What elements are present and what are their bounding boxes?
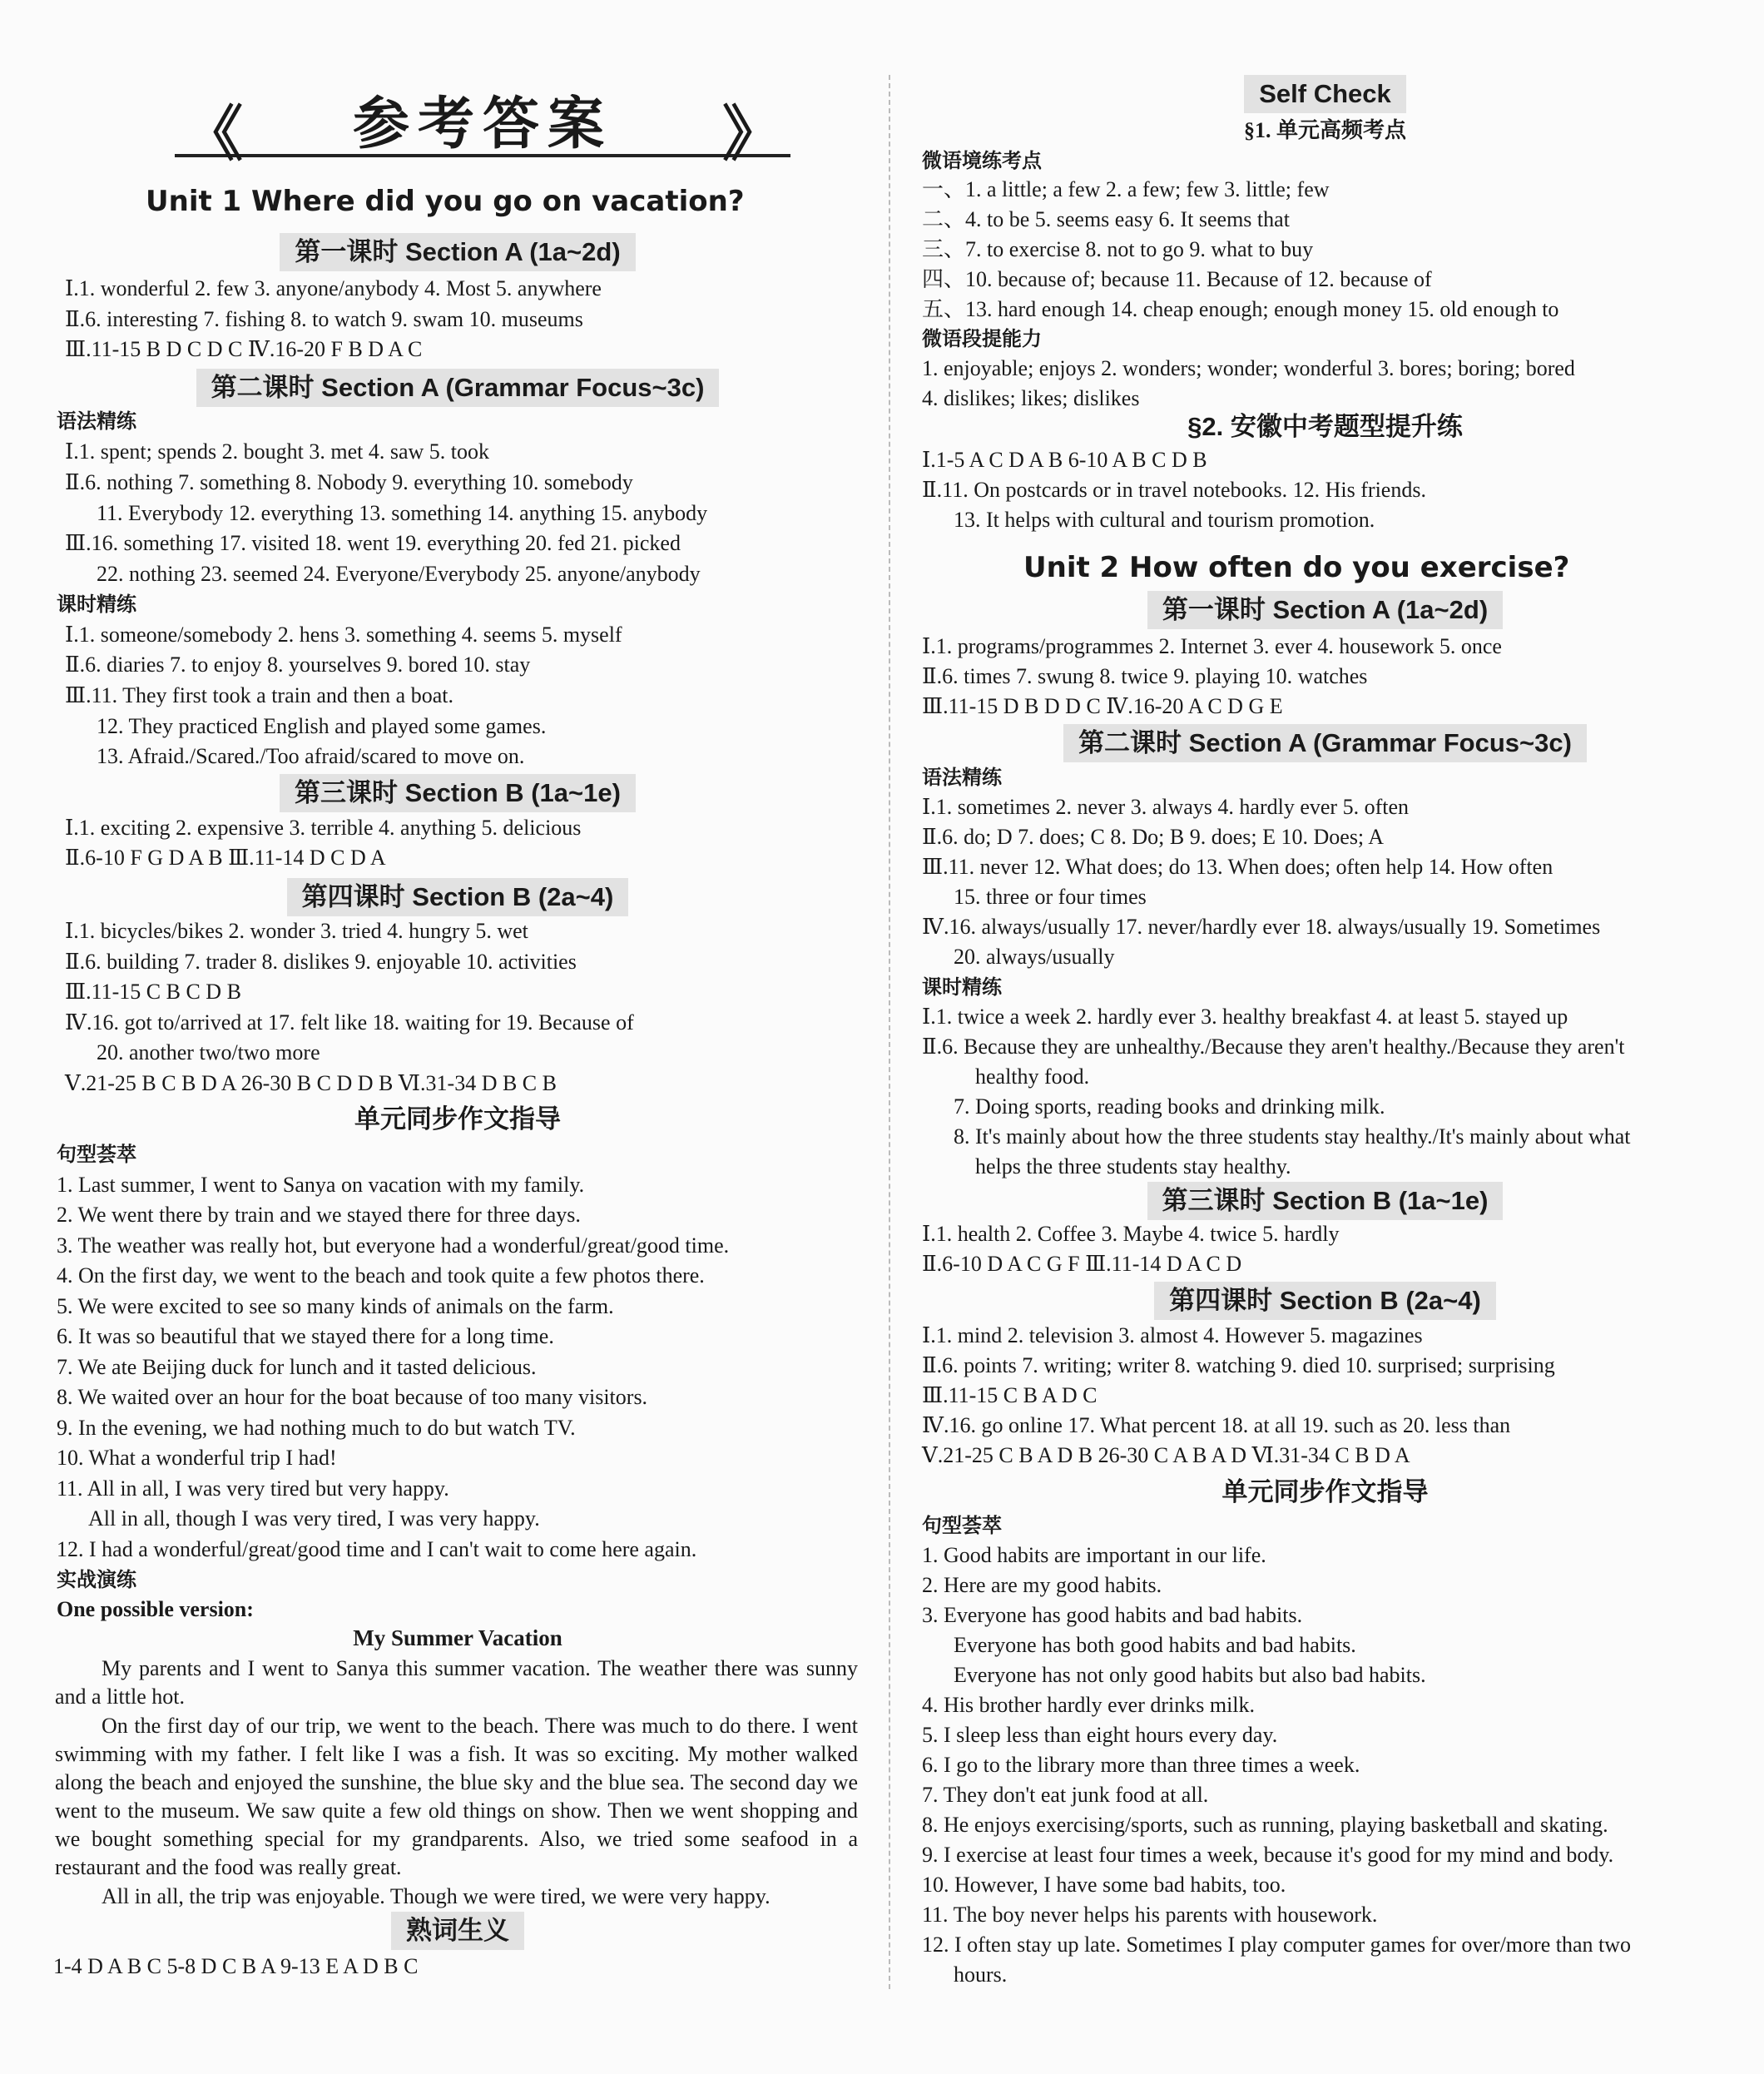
u2-sentence: hours. <box>954 1962 1008 1987</box>
u2-sentence: 7. They don't eat junk food at all. <box>922 1783 1209 1807</box>
u1-l2-line: Ⅲ.16. something 17. visited 18. went 19. everything 20. fed 21. picked <box>65 531 681 555</box>
u2-sentence: 9. I exercise at least four times a week, because it's good for my mind and body. <box>922 1843 1614 1867</box>
u1-l2-line: 12. They practiced English and played some games. <box>97 714 547 738</box>
u1-lesson4-heading: 第四课时 Section B (2a~4) <box>50 878 865 916</box>
u1-l4-line: 20. another two/two more <box>97 1040 320 1064</box>
page-title-text: 参考答案 <box>352 91 612 157</box>
u1-sentence: 11. All in all, I was very tired but very happy. <box>57 1476 449 1501</box>
u2-l2-line: 8. It's mainly about how the three students stay healthy./It's mainly about what <box>954 1124 1631 1149</box>
u1-vocab-line: 1-4 D A B C 5-8 D C B A 9-13 E A D B C <box>53 1954 419 1978</box>
u2-l4-line: Ⅳ.16. go online 17. What percent 18. at all 19. such as 20. less than <box>922 1413 1511 1437</box>
u2-sentence: 1. Good habits are important in our life. <box>922 1543 1266 1567</box>
u2-practice-subheading: 课时精练 <box>922 975 1002 999</box>
u2-sentence: 12. I often stay up late. Sometimes I play computer games for over/more than two <box>922 1933 1631 1957</box>
u2-l2-line: Ⅱ.6. do; D 7. does; C 8. Do; B 9. does; E 10. Does; A <box>922 825 1385 849</box>
s2-line: Ⅰ.1-5 A C D A B 6-10 A B C D B <box>922 448 1207 472</box>
u1-writing-heading: 单元同步作文指导 <box>354 1104 561 1134</box>
page-title <box>175 79 790 169</box>
s2-line: Ⅱ.11. On postcards or in travel notebooks. 12. His friends. <box>922 478 1426 502</box>
u1-sentence: All in all, though I was very tired, I was very happy. <box>88 1506 540 1531</box>
u2-lesson1-heading: 第一课时 Section A (1a~2d) <box>915 591 1735 629</box>
u2-l1-line: Ⅲ.11-15 D B D D C Ⅳ.16-20 A C D G E <box>922 694 1283 718</box>
u2-sentence: 6. I go to the library more than three times a week. <box>922 1753 1360 1777</box>
u2-l2-line: Ⅲ.11. never 12. What does; do 13. When does; often help 14. How often <box>922 855 1553 879</box>
u1-l4-line: Ⅱ.6. building 7. trader 8. dislikes 9. enjoyable 10. activities <box>65 950 577 974</box>
u2-l2-line: 15. three or four times <box>954 885 1147 909</box>
u1-l2-line: 11. Everybody 12. everything 13. something 14. anything 15. anybody <box>97 501 708 525</box>
s1-line: 4. dislikes; likes; dislikes <box>922 386 1140 410</box>
u1-l2-line: Ⅰ.1. spent; spends 2. bought 3. met 4. saw 5. took <box>65 439 490 464</box>
u1-sentence: 6. It was so beautiful that we stayed there for a long time. <box>57 1324 554 1348</box>
s1-line: 五、13. hard enough 14. cheap enough; enough money 15. old enough to <box>922 297 1559 321</box>
u1-essay-title: My Summer Vacation <box>353 1625 562 1650</box>
u1-l2-line: 13. Afraid./Scared./Too afraid/scared to move on. <box>97 744 525 768</box>
u1-sentence: 3. The weather was really hot, but everyone had a wonderful/great/good time. <box>57 1233 730 1258</box>
s1-sub2: 微语段提能力 <box>922 327 1042 350</box>
s2-line: 13. It helps with cultural and tourism promotion. <box>954 508 1375 532</box>
u1-sentence: 8. We waited over an hour for the boat because of too many visitors. <box>57 1385 648 1409</box>
u1-essay-paragraph: All in all, the trip was enjoyable. Though we were tired, we were very happy. <box>102 1884 771 1908</box>
u2-l1-line: Ⅱ.6. times 7. swung 8. twice 9. playing 10. watches <box>922 664 1368 688</box>
u1-practice-writing-subheading: 实战演练 <box>57 1568 136 1591</box>
u2-l2-line: Ⅰ.1. sometimes 2. never 3. always 4. hardly ever 5. often <box>922 795 1409 819</box>
s1-line: 一、1. a little; a few 2. a few; few 3. little; few <box>922 177 1330 201</box>
u2-sentence: Everyone has both good habits and bad habits. <box>954 1633 1356 1657</box>
u1-l3-line: Ⅱ.6-10 F G D A B Ⅲ.11-14 D C D A <box>65 846 386 870</box>
u2-l2-line: 7. Doing sports, reading books and drinking milk. <box>954 1094 1385 1119</box>
u1-l4-line: Ⅲ.11-15 C B C D B <box>65 980 241 1004</box>
u2-sentence: 11. The boy never helps his parents with housework. <box>922 1903 1378 1927</box>
u2-writing-heading: 单元同步作文指导 <box>1221 1477 1429 1506</box>
u2-l2-line: Ⅳ.16. always/usually 17. never/hardly ever 18. always/usually 19. Sometimes <box>922 915 1601 939</box>
s1-line: 四、10. because of; because 11. Because of 12. because of <box>922 267 1432 291</box>
s1-line: 二、4. to be 5. seems easy 6. It seems that <box>922 207 1290 231</box>
u1-l3-line: Ⅰ.1. exciting 2. expensive 3. terrible 4. anything 5. delicious <box>65 816 582 840</box>
u1-sentence: 7. We ate Beijing duck for lunch and it tasted delicious. <box>57 1355 537 1379</box>
s1-sub1: 微语境练考点 <box>922 149 1042 172</box>
u1-l4-line: Ⅰ.1. bicycles/bikes 2. wonder 3. tried 4. hungry 5. wet <box>65 919 528 943</box>
s2-heading: §2. 安徽中考题型提升练 <box>1187 412 1463 441</box>
u2-sentence: 5. I sleep less than eight hours every day. <box>922 1723 1278 1747</box>
u2-sentences-subheading: 句型荟萃 <box>922 1514 1002 1537</box>
u1-essay-paragraph: On the first day of our trip, we went to the beach. There was much to do there. I went swimming with my father. I felt like I was a fish. It was so exciting. My mother walked along the beach and enjoyed the sunshine, the blue sky and the blue sea. The second day we went to the museum. We saw quite a few old things on show. Then we went shopping and we bought something special for my grandparents. Also, we tried some seafood in a restaurant and the food was really great. <box>55 1714 858 1879</box>
u2-sentence: 2. Here are my good habits. <box>922 1573 1162 1597</box>
u1-version-label: One possible version: <box>57 1597 254 1621</box>
u2-sentence: 8. He enjoys exercising/sports, such as running, playing basketball and skating. <box>922 1813 1608 1837</box>
u1-l4-line: Ⅴ.21-25 B C B D A 26-30 B C D D B Ⅵ.31-34 D B C B <box>65 1071 557 1095</box>
u1-l2-line: Ⅱ.6. nothing 7. something 8. Nobody 9. everything 10. somebody <box>65 470 633 494</box>
u2-l4-line: Ⅰ.1. mind 2. television 3. almost 4. However 5. magazines <box>922 1323 1423 1347</box>
unit2-title: Unit 2 How often do you exercise? <box>1023 551 1570 584</box>
u1-sentence: 5. We were excited to see so many kinds of animals on the farm. <box>57 1294 614 1318</box>
s1-heading: §1. 单元高频考点 <box>1243 118 1406 142</box>
u2-l2-line: 20. always/usually <box>954 945 1115 969</box>
u2-l4-line: Ⅱ.6. points 7. writing; writer 8. watching 9. died 10. surprised; surprising <box>922 1353 1555 1377</box>
u2-sentence: Everyone has not only good habits but also bad habits. <box>954 1663 1426 1687</box>
u1-sentences-subheading: 句型荟萃 <box>57 1143 136 1166</box>
u2-sentence: 3. Everyone has good habits and bad habits. <box>922 1603 1303 1627</box>
u1-sentence: 9. In the evening, we had nothing much to do but watch TV. <box>57 1416 576 1440</box>
u1-lesson1-heading: 第一课时 Section A (1a~2d) <box>50 233 865 271</box>
u1-l1-line: Ⅲ.11-15 B D C D C Ⅳ.16-20 F B D A C <box>65 337 423 361</box>
left-bracket-icon: 《 <box>183 99 244 169</box>
u2-sentence: 4. His brother hardly ever drinks milk. <box>922 1693 1256 1717</box>
u2-lesson4-heading: 第四课时 Section B (2a~4) <box>915 1282 1735 1320</box>
u1-sentence: 10. What a wonderful trip I had! <box>57 1446 337 1470</box>
u2-lesson2-heading: 第二课时 Section A (Grammar Focus~3c) <box>915 724 1735 762</box>
u1-l2-line: Ⅱ.6. diaries 7. to enjoy 8. yourselves 9. bored 10. stay <box>65 652 531 677</box>
u1-l2-line: Ⅲ.11. They first took a train and then a boat. <box>65 683 453 707</box>
u1-essay-paragraph: My parents and I went to Sanya this summer vacation. The weather there was sunny and a little hot. <box>55 1656 858 1709</box>
u2-grammar-subheading: 语法精练 <box>922 766 1002 789</box>
u1-grammar-subheading: 语法精练 <box>57 409 136 433</box>
u1-sentence: 4. On the first day, we went to the beach and took quite a few photos there. <box>57 1263 705 1288</box>
right-bracket-icon: 》 <box>721 99 782 169</box>
u2-l2-line: helps the three students stay healthy. <box>975 1154 1291 1178</box>
u2-l3-line: Ⅱ.6-10 D A C G F Ⅲ.11-14 D A C D <box>922 1252 1242 1276</box>
s1-line: 三、7. to exercise 8. not to go 9. what to buy <box>922 237 1314 261</box>
u2-sentence: 10. However, I have some bad habits, too. <box>922 1873 1286 1897</box>
u1-l1-line: Ⅰ.1. wonderful 2. few 3. anyone/anybody 4. Most 5. anywhere <box>65 276 602 300</box>
u1-sentence: 12. I had a wonderful/great/good time and I can't wait to come here again. <box>57 1537 697 1561</box>
u2-l1-line: Ⅰ.1. programs/programmes 2. Internet 3. ever 4. housework 5. once <box>922 634 1502 658</box>
u2-l2-line: Ⅱ.6. Because they are unhealthy./Because they aren't healthy./Because they aren't <box>922 1035 1625 1059</box>
u1-lesson2-heading: 第二课时 Section A (Grammar Focus~3c) <box>50 369 865 407</box>
u2-l2-line: healthy food. <box>975 1064 1090 1089</box>
u1-practice-subheading: 课时精练 <box>57 593 136 616</box>
u1-l4-line: Ⅳ.16. got to/arrived at 17. felt like 18. waiting for 19. Because of <box>65 1010 634 1035</box>
u2-lesson3-heading: 第三课时 Section B (1a~1e) <box>915 1182 1735 1220</box>
self-check-heading: Self Check <box>915 75 1735 113</box>
unit1-title: Unit 1 Where did you go on vacation? <box>146 185 745 218</box>
u2-l3-line: Ⅰ.1. health 2. Coffee 3. Maybe 4. twice 5. hardly <box>922 1222 1340 1246</box>
u1-sentence: 1. Last summer, I went to Sanya on vacation with my family. <box>57 1173 585 1197</box>
u2-l2-line: Ⅰ.1. twice a week 2. hardly ever 3. healthy breakfast 4. at least 5. stayed up <box>922 1005 1568 1029</box>
u1-sentence: 2. We went there by train and we stayed there for three days. <box>57 1203 581 1227</box>
u1-vocab-heading: 熟词生义 <box>50 1912 865 1950</box>
u1-l2-line: Ⅰ.1. someone/somebody 2. hens 3. something 4. seems 5. myself <box>65 623 622 647</box>
u1-l2-line: 22. nothing 23. seemed 24. Everyone/Everybody 25. anyone/anybody <box>97 562 701 586</box>
column-divider <box>889 75 890 1989</box>
u1-lesson3-heading: 第三课时 Section B (1a~1e) <box>50 774 865 812</box>
u2-l4-line: Ⅲ.11-15 C B A D C <box>922 1383 1098 1407</box>
u2-l4-line: Ⅴ.21-25 C B A D B 26-30 C A B A D Ⅵ.31-34 C B D A <box>922 1443 1410 1467</box>
s1-line: 1. enjoyable; enjoys 2. wonders; wonder; wonderful 3. bores; boring; bored <box>922 356 1575 380</box>
u1-l1-line: Ⅱ.6. interesting 7. fishing 8. to watch 9. swam 10. museums <box>65 307 583 331</box>
